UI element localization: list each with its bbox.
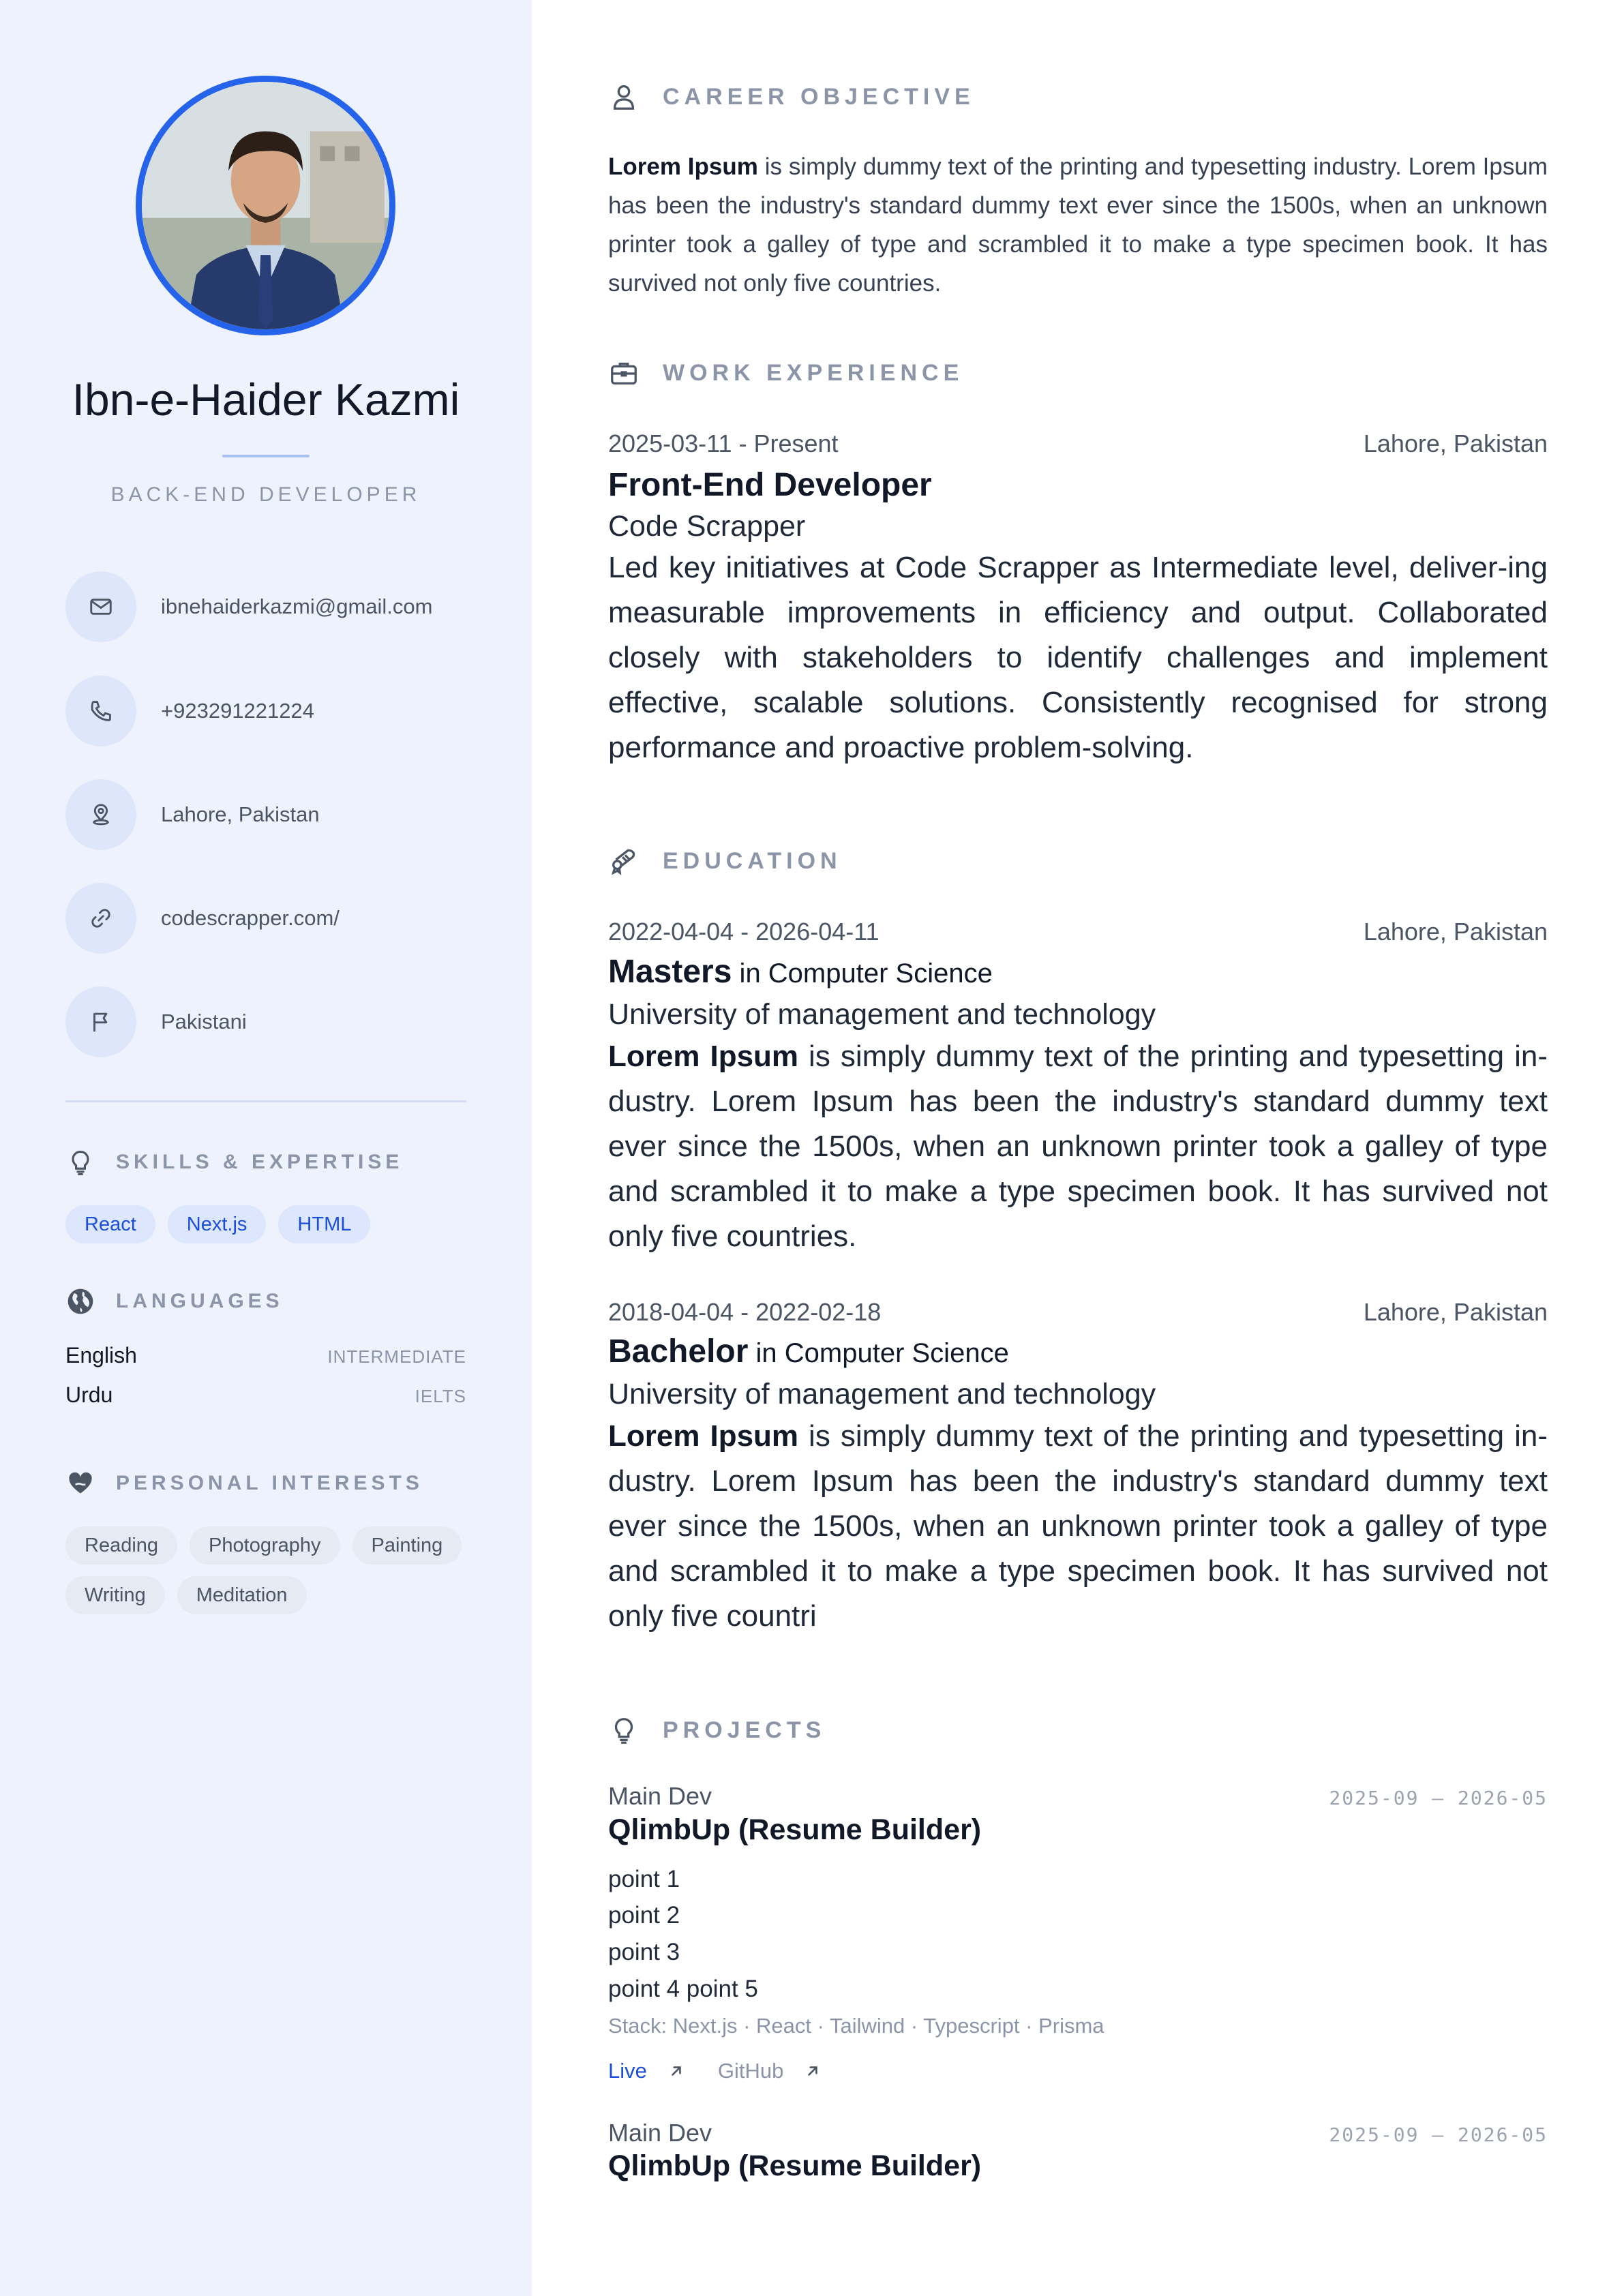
education-location: Lahore, Pakistan	[1363, 918, 1548, 946]
contact-website-text: codescrapper.com/	[161, 906, 340, 930]
contact-website[interactable]	[65, 883, 475, 954]
work-dates: 2025-03-11 - Present	[608, 429, 839, 457]
contact-location[interactable]	[65, 779, 475, 850]
education-body: is simply dummy text of the printing and typesetting in-dustry. Lorem Ipsum has been the industry's standard dummy text ever since the 1500s, when an unknown printer took a galley of type and scrambled it to make a type specimen book. It has survived not only five countri	[608, 1419, 1548, 1633]
contact-nationality[interactable]	[65, 986, 475, 1057]
mail-icon	[88, 594, 114, 620]
project-point: point 4 point 5	[608, 1976, 758, 2002]
education-school: University of management and technology	[608, 1378, 1156, 1410]
lightbulb-icon	[608, 1715, 640, 1746]
degree-name: Masters	[608, 954, 732, 990]
external-link-icon[interactable]	[804, 2062, 822, 2080]
education-heading-text: EDUCATION	[663, 847, 842, 874]
project-role: Main Dev	[608, 1782, 712, 1810]
briefcase-icon	[608, 357, 640, 389]
skills-heading-text: SKILLS & EXPERTISE	[116, 1151, 404, 1173]
interest-chip: Painting	[352, 1526, 462, 1565]
project-title: QlimbUp (Resume Builder)	[608, 1813, 982, 1846]
globe-icon	[65, 1286, 95, 1316]
project-point: point 1	[608, 1866, 680, 1892]
languages-heading-text: LANGUAGES	[116, 1290, 284, 1312]
project-github-link[interactable]: GitHub	[717, 2059, 784, 2083]
project-title: QlimbUp (Resume Builder)	[608, 2149, 982, 2182]
interests-heading	[65, 1466, 423, 1500]
projects-heading	[608, 1713, 826, 1747]
profile-role: BACK-END DEVELOPER	[110, 483, 421, 506]
education-description	[608, 1034, 1548, 1259]
skills-list	[65, 1205, 370, 1243]
objective-heading	[608, 80, 975, 114]
education-dates: 2022-04-04 - 2026-04-11	[608, 918, 879, 946]
external-link-icon[interactable]	[667, 2062, 685, 2080]
objective-heading-text: CAREER OBJECTIVE	[663, 83, 975, 110]
language-row	[65, 1343, 466, 1368]
project-role: Main Dev	[608, 2119, 712, 2147]
project-dates: 2025-09 — 2026-05	[1329, 1787, 1548, 1809]
sidebar	[0, 0, 532, 2296]
profile-name: Ibn-e-Haider Kazmi	[72, 374, 460, 425]
work-heading	[608, 356, 963, 390]
project-dates: 2025-09 — 2026-05	[1329, 2124, 1548, 2146]
interest-chip: Reading	[65, 1526, 177, 1565]
work-heading-text: WORK EXPERIENCE	[663, 359, 964, 386]
education-degree	[608, 953, 1548, 991]
interest-chip: Meditation	[177, 1576, 307, 1614]
degree-name: Bachelor	[608, 1333, 749, 1370]
contact-phone-text: +923291221224	[161, 699, 314, 723]
lightbulb-icon	[65, 1147, 95, 1177]
education-degree	[608, 1333, 1548, 1370]
education-school: University of management and technology	[608, 998, 1156, 1031]
skill-chip: HTML	[278, 1205, 370, 1243]
project-meta	[608, 2119, 1548, 2147]
interests-list	[65, 1526, 462, 1565]
objective-text	[608, 147, 1548, 303]
education-body: is simply dummy text of the printing and typesetting in-dustry. Lorem Ipsum has been the industry's standard dummy text ever since the 1500s, when an unknown printer took a galley of type and scrambled it to make a type specimen book. It has survived not only five countries.	[608, 1040, 1548, 1253]
skill-chip: Next.js	[168, 1205, 267, 1243]
education-location: Lahore, Pakistan	[1363, 1298, 1548, 1326]
objective-body: is simply dummy text of the printing and typesetting industry. Lorem Ipsum has been the industry's standard dummy text ever since the 1500s, when an unknown printer took a galley of type and scrambled it to make a type specimen book. It has survived not only five countries.	[608, 153, 1548, 297]
work-meta	[608, 429, 1548, 458]
project-meta	[608, 1782, 1548, 1811]
profile-photo	[142, 82, 389, 329]
main-content	[532, 0, 1624, 2296]
degree-field: in Computer Science	[732, 958, 993, 988]
language-row	[65, 1383, 466, 1408]
language-name: English	[65, 1343, 137, 1368]
contact-email[interactable]	[65, 571, 475, 642]
language-level: INTERMEDIATE	[327, 1346, 466, 1367]
contact-phone[interactable]	[65, 676, 475, 746]
location-icon	[88, 802, 114, 828]
skills-heading	[65, 1145, 403, 1179]
education-dates: 2018-04-04 - 2022-02-18	[608, 1298, 882, 1326]
interest-chip: Writing	[65, 1576, 165, 1614]
projects-heading-text: PROJECTS	[663, 1717, 826, 1743]
project-live-link[interactable]: Live	[608, 2059, 647, 2083]
languages-heading	[65, 1284, 284, 1318]
education-lead: Lorem Ipsum	[608, 1419, 799, 1453]
avatar	[136, 76, 395, 335]
scroll-diploma-icon	[608, 845, 640, 877]
sidebar-divider	[65, 1100, 466, 1102]
education-lead: Lorem Ipsum	[608, 1040, 799, 1073]
project-point: point 3	[608, 1939, 680, 1965]
contact-icon-circle	[65, 779, 136, 850]
contact-icon-circle	[65, 986, 136, 1057]
language-level: IELTS	[415, 1386, 466, 1406]
contact-location-text: Lahore, Pakistan	[161, 802, 320, 826]
contact-icon-circle	[65, 571, 136, 642]
language-name: Urdu	[65, 1383, 113, 1407]
contact-icon-circle	[65, 883, 136, 954]
contact-email-text: ibnehaiderkazmi@gmail.com	[161, 594, 433, 618]
interest-chip: Photography	[190, 1526, 340, 1565]
work-company: Code Scrapper	[608, 510, 806, 543]
objective-lead: Lorem Ipsum	[608, 153, 758, 180]
interests-list	[65, 1576, 307, 1614]
user-icon	[608, 81, 640, 112]
skill-chip: React	[65, 1205, 155, 1243]
interests-heading-text: PERSONAL INTERESTS	[116, 1472, 423, 1494]
contact-icon-circle	[65, 676, 136, 746]
phone-icon	[88, 698, 114, 724]
project-stack: Stack: Next.js · React · Tailwind · Typescript · Prisma	[608, 2014, 1104, 2038]
work-location: Lahore, Pakistan	[1363, 429, 1548, 457]
education-heading	[608, 844, 842, 878]
project-point: point 2	[608, 1902, 680, 1929]
degree-field: in Computer Science	[748, 1338, 1009, 1368]
contact-nationality-text: Pakistani	[161, 1010, 247, 1033]
flag-icon	[88, 1009, 114, 1035]
work-description: Led key initiatives at Code Scrapper as Intermediate level, deliver-ing measurable improvements in efficiency and output. Collaborated closely with stakeholders to identify challenges and implement effective, scalable solutions. Consistently recognised for strong performance and proactive problem-solving.	[608, 551, 1548, 764]
education-description	[608, 1414, 1548, 1639]
education-meta	[608, 1298, 1548, 1327]
education-meta	[608, 918, 1548, 946]
heart-hand-icon	[65, 1468, 95, 1498]
link-icon	[88, 905, 114, 931]
project-links	[608, 2059, 822, 2083]
work-title: Front-End Developer	[608, 467, 932, 503]
name-divider	[222, 455, 310, 457]
